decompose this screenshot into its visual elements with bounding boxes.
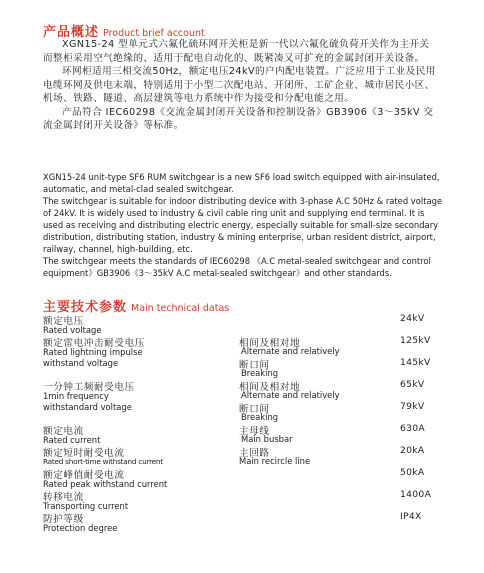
power-phase-label-en: Alternate and relatively <box>241 390 340 400</box>
brief-title-en: Product brief account <box>103 28 205 39</box>
protection-degree-label-zh: 防护等级 <box>43 514 84 525</box>
peak-current-label-en: Rated peak withstand current <box>43 479 168 489</box>
brief-title-zh: 产品概述 <box>43 25 100 40</box>
brief-zh-paragraph-1: XGN15-24 型单元式六氟化硫环网开关柜是新一代以六氟化硫负荷开关作为主开关而整柜采用空气绝缘的、适用于配电自动化的、既紧凑又可扩充的金属封闭开关设备。 <box>43 39 430 64</box>
short-time-current-label-en: Rated short-time withstand current <box>43 457 163 466</box>
peak-current-label-zh: 额定峰值耐受电流 <box>43 470 125 481</box>
lightning-impulse-label-en-2: withstand voltage <box>43 358 119 368</box>
brief-chinese-text <box>43 38 438 133</box>
rated-voltage-value: 24kV <box>400 313 425 324</box>
lightning-breaking-label-en: Breaking <box>241 368 279 378</box>
brief-english-text <box>43 171 443 279</box>
lightning-phase-label-zh: 相间及相对地 <box>239 338 301 349</box>
main-recircle-value: 20kA <box>400 445 425 456</box>
lightning-impulse-label-zh: 额定雷电冲击耐受电压 <box>43 338 145 349</box>
short-time-current-label-zh: 额定短时耐受电流 <box>43 448 125 459</box>
rated-current-label-zh: 额定电流 <box>43 426 84 437</box>
brief-en-paragraph-3: The switchgear meets the standards of IEC60298 《A.C metal-sealed switchgear and control equipment》GB3906《3～35kV A.C metal-sealed switchgear》and other standards. <box>43 256 431 278</box>
brief-en-paragraph-1: XGN15-24 unit-type SF6 RUM switchgear is a new SF6 load switch equipped with air-insulated, automatic, and metal-clad sealed switchgear. <box>43 172 440 194</box>
power-frequency-label-en-2: withstandard voltage <box>43 402 132 412</box>
rated-current-label-en: Rated current <box>43 435 101 445</box>
main-recircle-label-en: Main recircle line <box>239 456 311 466</box>
brief-zh-paragraph-2: 环网柜适用三相交流50Hz，额定电压24kV的户内配电装置。广泛应用于工业及民用电缆环网及供电末端，特别适用于小型二次配电站、开闭所、工矿企业、城市居民小区、机场、铁路、隧道、高层建筑等电力系统中作为接受和分配电能之用。 <box>43 66 436 104</box>
main-recircle-label-zh: 主回路 <box>239 448 270 459</box>
lightning-breaking-value: 145kV <box>400 357 431 368</box>
lightning-phase-label-en: Alternate and relatively <box>241 346 340 356</box>
protection-degree-label-en: Protection degree <box>43 523 118 533</box>
transfer-current-value: 1400A <box>400 489 432 500</box>
protection-degree-value: IP4X <box>400 511 422 522</box>
power-breaking-value: 79kV <box>400 401 425 412</box>
power-breaking-label-zh: 断口间 <box>239 404 270 415</box>
power-breaking-label-en: Breaking <box>241 412 279 422</box>
main-busbar-label-zh: 主母线 <box>239 426 270 437</box>
power-frequency-label-zh: 一分钟工频耐受电压 <box>43 382 135 393</box>
lightning-impulse-label-en-1: Rated lightning impulse <box>43 347 143 357</box>
rated-voltage-label-zh: 额定电压 <box>43 316 84 327</box>
power-frequency-label-en-1: 1min frequency <box>43 391 109 401</box>
main-busbar-value: 630A <box>400 423 426 434</box>
lightning-breaking-label-zh: 断口间 <box>239 360 270 371</box>
tech-title-zh: 主要技术参数 <box>43 300 128 315</box>
rated-voltage-label-en: Rated voltage <box>43 325 102 335</box>
power-phase-label-zh: 相间及相对地 <box>239 382 301 393</box>
brief-en-paragraph-2: The switchgear is suitable for indoor distributing device with 3-phase A.C 50Hz & rated voltage of 24kV. It is widely used to industry & civil cable ring unit and supplying end terminal. It is used as receiving and distributing electric energy, especially suitable for small-size secondary distribution, distributing station, industry & mining enterprise, urban resident district, airport, railway, channel, high-building, etc. <box>43 196 443 254</box>
brief-zh-paragraph-3: 产品符合 IEC60298《交流金属封闭开关设备和控制设备》GB3906《3～35kV 交流金属封闭开关设备》等标准。 <box>43 106 434 131</box>
peak-current-value: 50kA <box>400 467 425 478</box>
lightning-phase-value: 125kV <box>400 335 431 346</box>
transfer-current-label-en: Transporting current <box>43 501 129 511</box>
tech-title-en: Main technical datas <box>131 303 230 314</box>
transfer-current-label-zh: 转移电流 <box>43 492 84 503</box>
main-busbar-label-en: Main busbar <box>241 434 293 444</box>
power-phase-value: 65kV <box>400 379 425 390</box>
